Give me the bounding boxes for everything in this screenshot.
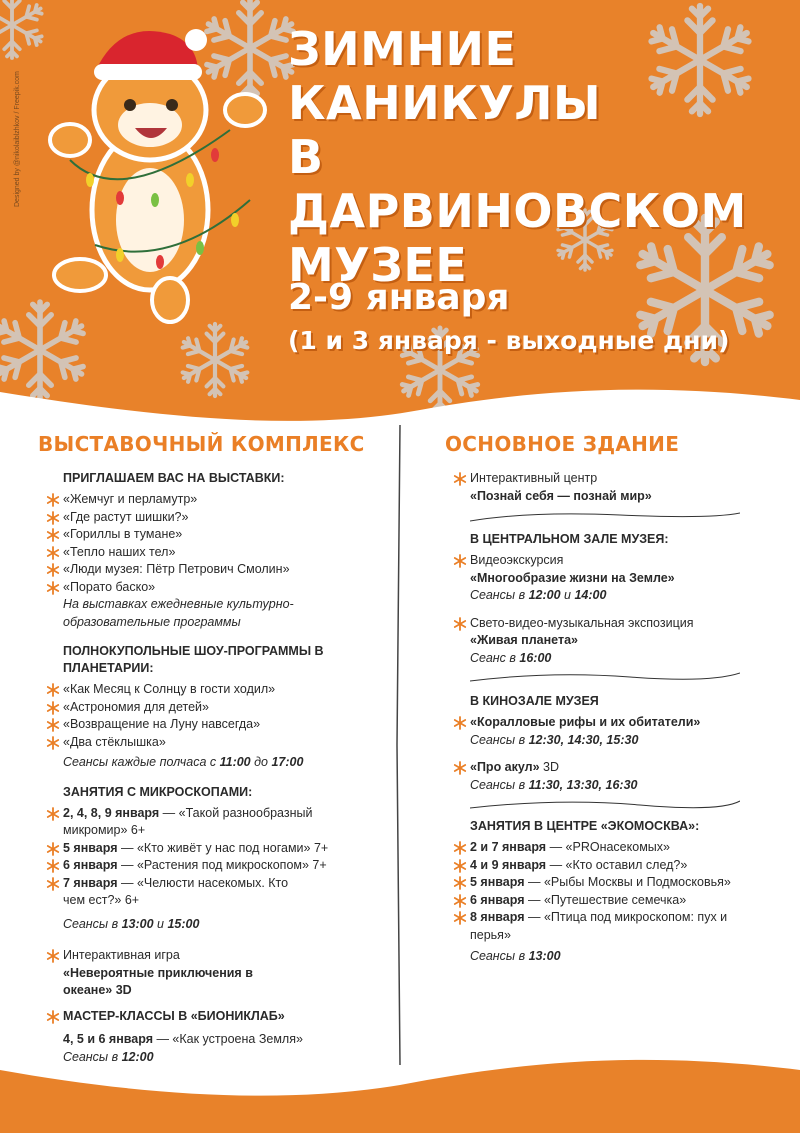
section-heading: ПОЛНОКУПОЛЬНЫЕ ШОУ-ПРОГРАММЫ В ПЛАНЕТАРИИ: bbox=[63, 644, 324, 675]
asterisk-icon bbox=[46, 581, 60, 595]
section-note: Сеансы в 12:00 и 14:00 bbox=[470, 588, 607, 602]
list-item bbox=[38, 1008, 383, 1026]
asterisk-icon bbox=[46, 528, 60, 542]
asterisk-icon bbox=[46, 877, 60, 891]
list-item: «Порато баско» bbox=[38, 579, 383, 597]
section-note: Сеансы в 13:00 bbox=[470, 949, 561, 963]
center-section bbox=[470, 470, 785, 505]
microscopes-section bbox=[63, 784, 383, 934]
asterisk-icon bbox=[453, 876, 467, 890]
asterisk-icon bbox=[46, 807, 60, 821]
list-item: «Жемчуг и перламутр» bbox=[38, 491, 383, 509]
right-column-title: ОСНОВНОЕ ЗДАНИЕ bbox=[445, 432, 680, 456]
list-item: 2, 4, 8, 9 января — «Такой разнообразный микромир» 6+ bbox=[38, 805, 343, 840]
asterisk-icon bbox=[46, 842, 60, 856]
section-divider bbox=[470, 507, 740, 525]
event-dates bbox=[288, 276, 729, 358]
dates-sub: (1 и 3 января - выходные дни) bbox=[288, 326, 730, 355]
left-column-title: ВЫСТАВОЧНЫЙ КОМПЛЕКС bbox=[38, 432, 365, 456]
credit-line: Designed by @nikolaiblzhkov / Freepik.com bbox=[14, 71, 21, 207]
game-section bbox=[63, 947, 383, 1000]
list-item: «Про акул» 3D bbox=[445, 759, 785, 777]
planetarium-section bbox=[63, 643, 383, 772]
section-note: Сеансы каждые полчаса с 11:00 до 17:00 bbox=[63, 755, 304, 769]
list-item: «Два стёклышка» bbox=[38, 734, 383, 752]
asterisk-icon bbox=[46, 563, 60, 577]
hall-section bbox=[470, 531, 785, 667]
list-item: 6 января — «Путешествие семечка» bbox=[445, 892, 785, 910]
list-item: 4 и 9 января — «Кто оставил след?» bbox=[445, 857, 785, 875]
asterisk-icon bbox=[453, 554, 467, 568]
list-item: «Астрономия для детей» bbox=[38, 699, 383, 717]
asterisk-icon bbox=[46, 949, 60, 963]
section-note: Сеансы в 13:00 и 15:00 bbox=[63, 916, 200, 931]
section-note: Сеансы в 11:30, 13:30, 16:30 bbox=[470, 777, 638, 792]
column-divider bbox=[394, 425, 406, 1065]
asterisk-icon bbox=[46, 493, 60, 507]
title-line: ЗИМНИЕ bbox=[288, 22, 517, 76]
dates-main: 2-9 января bbox=[288, 277, 510, 318]
section-heading: ЗАНЯТИЯ С МИКРОСКОПАМИ: bbox=[63, 784, 253, 799]
section-heading: В ЦЕНТРАЛЬНОМ ЗАЛЕ МУЗЕЯ: bbox=[470, 532, 669, 546]
asterisk-icon bbox=[46, 546, 60, 560]
asterisk-icon bbox=[453, 911, 467, 925]
asterisk-icon bbox=[46, 859, 60, 873]
title-line: В ДАРВИНОВСКОМ bbox=[288, 130, 747, 238]
asterisk-icon bbox=[453, 894, 467, 908]
asterisk-icon bbox=[453, 617, 467, 631]
asterisk-icon bbox=[453, 761, 467, 775]
section-divider bbox=[470, 669, 740, 687]
right-column bbox=[445, 430, 785, 966]
list-item: 7 января — «Челюсти насекомых. Кто чем ест?» 6+ bbox=[38, 875, 308, 910]
list-item: Интерактивный центр «Познай себя — познай мир» bbox=[445, 470, 785, 505]
list-item: «Люди музея: Пётр Петрович Смолин» bbox=[38, 561, 383, 579]
asterisk-icon bbox=[46, 683, 60, 697]
list-item: 5 января — «Кто живёт у нас под ногами» 7+ bbox=[38, 840, 383, 858]
ecomoscow-section bbox=[470, 818, 785, 966]
list-item: «Тепло наших тел» bbox=[38, 544, 383, 562]
title-line: МУЗЕЕ bbox=[288, 238, 468, 292]
list-item: Видеоэкскурсия «Многообразие жизни на Земле» bbox=[445, 552, 785, 587]
list-item: 8 января — «Птица под микроскопом: пух и перья» bbox=[445, 909, 730, 944]
masterclass-section bbox=[63, 1008, 383, 1067]
asterisk-icon bbox=[46, 736, 60, 750]
section-heading: В КИНОЗАЛЕ МУЗЕЯ bbox=[470, 694, 599, 708]
list-item: «Как Месяц к Солнцу в гости ходил» bbox=[38, 681, 383, 699]
asterisk-icon bbox=[453, 841, 467, 855]
masterclass-line: 4, 5 и 6 января — «Как устроена Земля» bbox=[63, 1032, 303, 1046]
section-note: На выставках ежедневные культурно-образовательные программы bbox=[63, 597, 294, 629]
left-column bbox=[38, 430, 383, 1066]
section-heading: МАСТЕР-КЛАССЫ В «БИОНИКЛАБ» bbox=[63, 1008, 285, 1023]
asterisk-icon bbox=[46, 511, 60, 525]
list-item: 2 и 7 января — «PROнасекомых» bbox=[445, 839, 785, 857]
section-note: Сеансы в 12:00 bbox=[63, 1049, 154, 1064]
list-item: «Возвращение на Луну навсегда» bbox=[38, 716, 383, 734]
title-line: КАНИКУЛЫ bbox=[288, 76, 602, 130]
asterisk-icon bbox=[46, 701, 60, 715]
list-item: «Где растут шишки?» bbox=[38, 509, 383, 527]
list-item: 5 января — «Рыбы Москвы и Подмосковья» bbox=[445, 874, 785, 892]
section-divider bbox=[470, 796, 740, 814]
cinema-section bbox=[470, 693, 785, 794]
list-item: «Гориллы в тумане» bbox=[38, 526, 383, 544]
asterisk-icon bbox=[46, 1010, 60, 1024]
list-item: Свето-видео-музыкальная экспозиция «Живая планета» bbox=[445, 615, 785, 650]
section-note: Сеансы в 12:30, 14:30, 15:30 bbox=[470, 732, 639, 747]
exhibitions-section bbox=[63, 470, 383, 631]
asterisk-icon bbox=[453, 472, 467, 486]
list-item: 6 января — «Растения под микроскопом» 7+ bbox=[38, 857, 383, 875]
asterisk-icon bbox=[46, 718, 60, 732]
asterisk-icon bbox=[453, 859, 467, 873]
asterisk-icon bbox=[453, 716, 467, 730]
list-item: Интерактивная игра «Невероятные приключения в океане» 3D bbox=[38, 947, 283, 1000]
section-note: Сеанс в 16:00 bbox=[470, 650, 552, 665]
list-item: «Коралловые рифы и их обитатели» bbox=[445, 714, 785, 732]
page-title bbox=[288, 22, 788, 292]
section-heading: ЗАНЯТИЯ В ЦЕНТРЕ «ЭКОМОСКВА»: bbox=[470, 819, 700, 833]
section-heading: ПРИГЛАШАЕМ ВАС НА ВЫСТАВКИ: bbox=[63, 471, 285, 485]
